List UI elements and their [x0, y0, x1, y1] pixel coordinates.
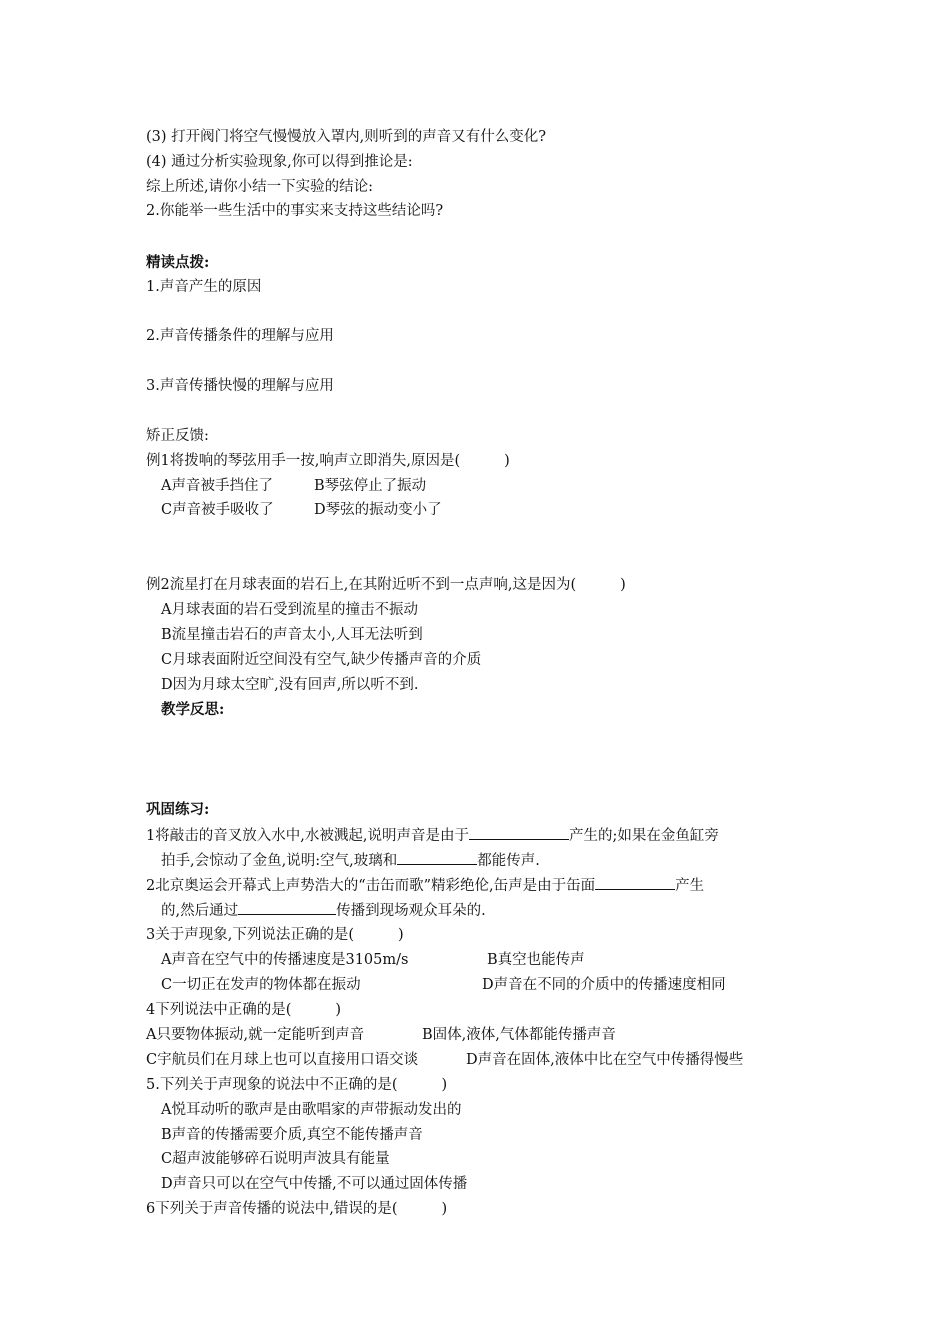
exercise-4-option-c: C宇航员们在月球上也可以直接用口语交谈 [146, 1052, 419, 1068]
exercise-4-option-b: B固体,液体,气体都能传播声音 [422, 1027, 616, 1043]
exercise-5-option-a: A悦耳动听的歌声是由歌唱家的声带振动发出的 [161, 1102, 462, 1118]
jingdu-item-3: 3.声音传播快慢的理解与应用 [146, 378, 334, 394]
exercise-3-option-c: C一切正在发声的物体都在振动 [161, 977, 361, 993]
exercise-1-line-2: 拍手,会惊动了金鱼,说明:空气,玻璃和 都能传声. [161, 850, 540, 871]
example-2-stem: 例2流星打在月球表面的岩石上,在其附近听不到一点声响,这是因为( ) [146, 577, 626, 593]
jingdu-item-1: 1.声音产生的原因 [146, 279, 262, 295]
gonggu-title: 巩固练习: [146, 801, 210, 818]
exercise-2-line-1: 2北京奥运会开幕式上声势浩大的“击缶而歌”精彩绝伦,缶声是由于缶面 产生 [146, 875, 704, 896]
intro-q4: (4) 通过分析实验现象,你可以得到推论是: [146, 154, 413, 170]
example-1-option-d: D琴弦的振动变小了 [314, 502, 442, 518]
example-1-option-a: A声音被手挡住了 [161, 478, 273, 494]
example-2-option-d: D因为月球太空旷,没有回声,所以听不到. [161, 677, 419, 693]
jingdu-item-2: 2.声音传播条件的理解与应用 [146, 328, 334, 344]
exercise-1-line-1: 1将敲击的音叉放入水中,水被溅起,说明声音是由于 产生的;如果在金鱼缸旁 [146, 825, 719, 846]
exercise-4-option-d: D声音在固体,液体中比在空气中传播得慢些 [466, 1052, 744, 1068]
exercise-3-option-a: A声音在空气中的传播速度是3105m/s [161, 952, 409, 968]
exercise-5-option-c: C超声波能够碎石说明声波具有能量 [161, 1151, 390, 1167]
answer-blank[interactable] [397, 850, 477, 865]
intro-q3: (3) 打开阀门将空气慢慢放入罩内,则听到的声音又有什么变化? [146, 129, 547, 145]
exercise-3-option-d: D声音在不同的介质中的传播速度相同 [482, 977, 726, 993]
answer-blank[interactable] [238, 900, 336, 915]
example-1-option-b: B琴弦停止了振动 [314, 478, 427, 494]
exercise-2-line-2: 的,然后通过 传播到现场观众耳朵的. [161, 900, 486, 921]
answer-blank[interactable] [595, 875, 675, 890]
example-1-option-c: C声音被手吸收了 [161, 502, 274, 518]
exercise-5-option-b: B声音的传播需要介质,真空不能传播声音 [161, 1127, 423, 1143]
example-2-option-b: B流星撞击岩石的声音太小,人耳无法听到 [161, 627, 423, 643]
example-2-option-c: C月球表面附近空间没有空气,缺少传播声音的介质 [161, 652, 482, 668]
exercise-5-option-d: D声音只可以在空气中传播,不可以通过固体传播 [161, 1176, 468, 1192]
exercise-5-stem: 5.下列关于声现象的说法中不正确的是( ) [146, 1077, 448, 1093]
example-2-option-a: A月球表面的岩石受到流星的撞击不振动 [161, 602, 418, 618]
example-1-stem: 例1将拨响的琴弦用手一按,响声立即消失,原因是( ) [146, 453, 510, 469]
jiaozheng-title: 矫正反馈: [146, 428, 209, 444]
jingdu-title: 精读点拨: [146, 254, 210, 271]
exercise-4-option-a: A只要物体振动,就一定能听到声音 [146, 1027, 365, 1043]
intro-summary: 综上所述,请你小结一下实验的结论: [146, 179, 373, 195]
exercise-3-option-b: B真空也能传声 [487, 952, 585, 968]
intro-q2: 2.你能举一些生活中的事实来支持这些结论吗? [146, 203, 444, 219]
exercise-3-stem: 3关于声现象,下列说法正确的是( ) [146, 927, 404, 943]
teaching-reflection: 教学反思: [161, 701, 225, 718]
exercise-6-stem: 6下列关于声音传播的说法中,错误的是( ) [146, 1201, 448, 1217]
answer-blank[interactable] [469, 825, 569, 840]
exercise-4-stem: 4下列说法中正确的是( ) [146, 1002, 342, 1018]
